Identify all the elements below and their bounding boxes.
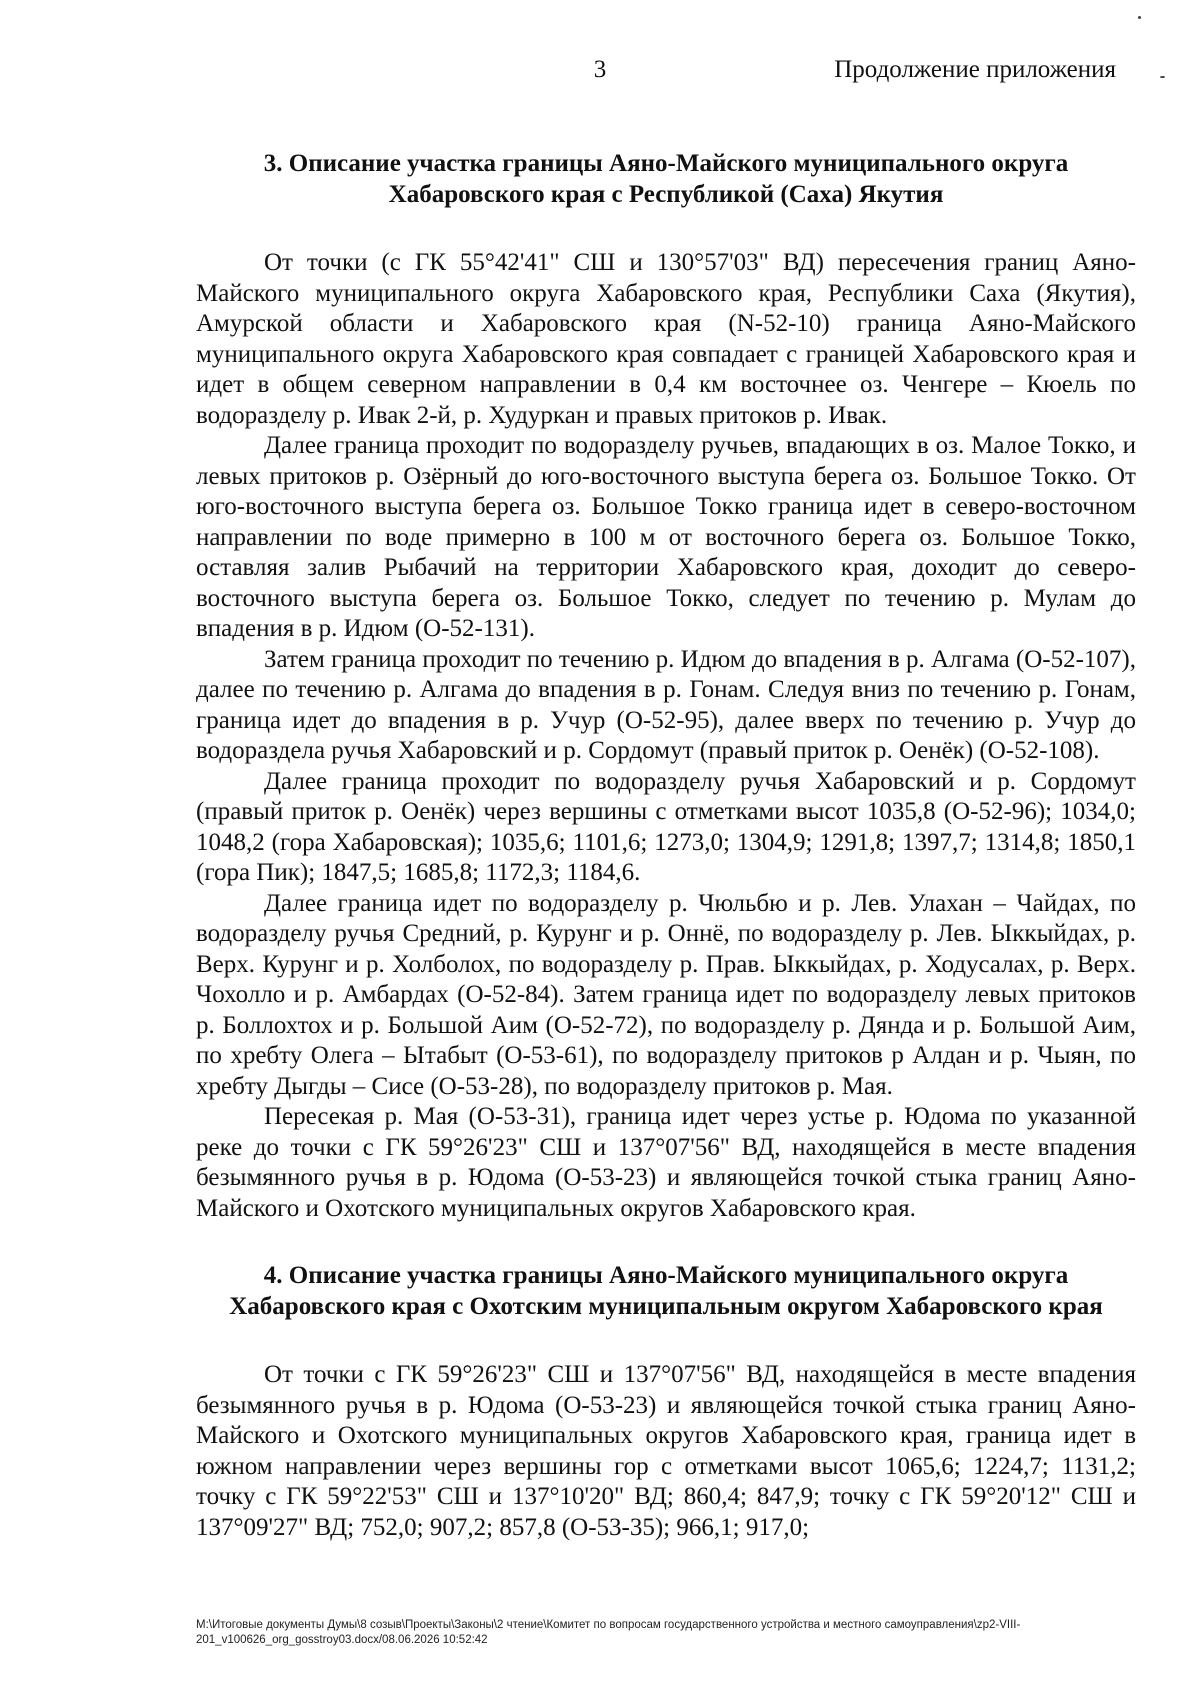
footer-file-path xyxy=(196,1618,1136,1648)
section-3-title-line2: Хабаровского края с Республикой (Саха) Якутия xyxy=(388,181,944,208)
section-4-title xyxy=(196,1260,1136,1322)
page-number: 3 xyxy=(593,56,607,83)
section-3-paragraph: Затем граница проходит по течению р. Идюм до впадения в р. Алгама (O-52-107), далее по течению р. Алгама до впадения в р. Гонам. Следуя вниз по течению р. Гонам, граница идет до впадения в р. Учур (O-52-95), далее вверх по течению р. Учур до водораздела ручья Хабаровский и р. Сордомут (правый приток р. Оенёк) (O-52-108). xyxy=(196,645,1136,764)
section-3-paragraph: Далее граница проходит по водоразделу ручья Хабаровский и р. Сордомут (правый приток р. Оенёк) через вершины с отметками высот 1035,8 (O-52-96); 1034,0; 1048,2 (гора Хабаровская); 1035,6; 1101,6; 1273,0; 1304,9; 1291,8; 1397,7; 1314,8; 1850,1 (гора Пик); 1847,5; 1685,8; 1172,3; 1184,6. xyxy=(196,767,1136,886)
section-4-title-line1: 4. Описание участка границы Аяно-Майского муниципального округа xyxy=(263,1262,1069,1289)
section-3-paragraph: От точки (с ГК 55°42'41" СШ и 130°57'03" ВД) пересечения границ Аяно-Майского муниципального округа Хабаровского края, Республики Саха (Якутия), Амурской области и Хабаровского края (N-52-10) граница Аяно-Майского муниципального округа Хабаровского края совпадает с границей Хабаровского края и идет в общем северном направлении в 0,4 км восточнее оз. Ченгере – Кюель по водоразделу р. Ивак 2-й, р. Худуркан и правых притоков р. Ивак. xyxy=(196,249,1136,429)
section-3-title xyxy=(196,148,1136,210)
section-4-paragraph: От точки с ГК 59°26'23" СШ и 137°07'56" ВД, находящейся в месте впадения безымянного ручья в р. Юдома (O-53-23) и являющейся точкой стыка границ Аяно-Майского и Охотского муниципальных округов Хабаровского края, граница идет в южном направлении через вершины гор с отметками высот 1065,6; 1224,7; 1131,2; точку с ГК 59°22'53" СШ и 137°10'20" ВД; 860,4; 847,9; точку с ГК 59°20'12" СШ и 137°09'27" ВД; 752,0; 907,2; 857,8 (O-53-35); 966,1; 917,0; xyxy=(196,1361,1136,1541)
footer-path-line2: 201_v100626_org_gosstroy03.docx/08.06.2026 10:52:42 xyxy=(196,1634,488,1646)
section-4-title-line2: Хабаровского края с Охотским муниципальным округом Хабаровского края xyxy=(229,1293,1103,1320)
header-note: Продолжение приложения xyxy=(834,56,1116,83)
scan-speck xyxy=(1138,16,1141,19)
scan-speck xyxy=(1160,76,1165,78)
section-3-paragraph: Далее граница идет по водоразделу р. Чюльбю и р. Лев. Улахан – Чайдах, по водоразделу ручья Средний, р. Курунг и р. Оннё, по водоразделу р. Лев. Ыккыйдах, р. Верх. Курунг и р. Холболох, по водоразделу р. Прав. Ыккыйдах, р. Ходусалах, р. Верх. Чохолло и р. Амбардах (O-52-84). Затем граница идет по водоразделу левых притоков р. Боллохтох и р. Большой Аим (O-52-72), по водоразделу р. Дянда и р. Большой Аим, по хребту Олега – Ытабыт (O-53-61), по водоразделу притоков р Алдан и р. Чыян, по хребту Дыгды – Сисе (O-53-28), по водоразделу притоков р. Мая. xyxy=(196,889,1136,1100)
document-body xyxy=(196,148,1136,1543)
section-3-title-line1: 3. Описание участка границы Аяно-Майского муниципального округа xyxy=(263,150,1069,177)
section-3-paragraph: Пересекая р. Мая (O-53-31), граница идет через устье р. Юдома по указанной реке до точки с ГК 59°26'23" СШ и 137°07'56" ВД, находящейся в месте впадения безымянного ручья в р. Юдома (O-53-23) и являющейся точкой стыка границ Аяно-Майского и Охотского муниципальных округов Хабаровского края. xyxy=(196,1103,1136,1222)
footer-path-line1: M:\Итоговые документы Думы\8 созыв\Проекты\Законы\2 чтение\Комитет по вопросам государственного устройства и местного самоуправления\zp2-VIII- xyxy=(196,1619,1021,1631)
section-3-paragraph: Далее граница проходит по водоразделу ручьев, впадающих в оз. Малое Токко, и левых притоков р. Озёрный до юго-восточного выступа берега оз. Большое Токко. От юго-восточного выступа берега оз. Большое Токко граница идет в северо-восточном направлении по воде примерно в 100 м от восточного берега оз. Большое Токко, оставляя залив Рыбачий на территории Хабаровского края, доходит до северо-восточного выступа берега оз. Большое Токко, следует по течению р. Мулам до впадения в р. Идюм (O-52-131). xyxy=(196,432,1136,642)
